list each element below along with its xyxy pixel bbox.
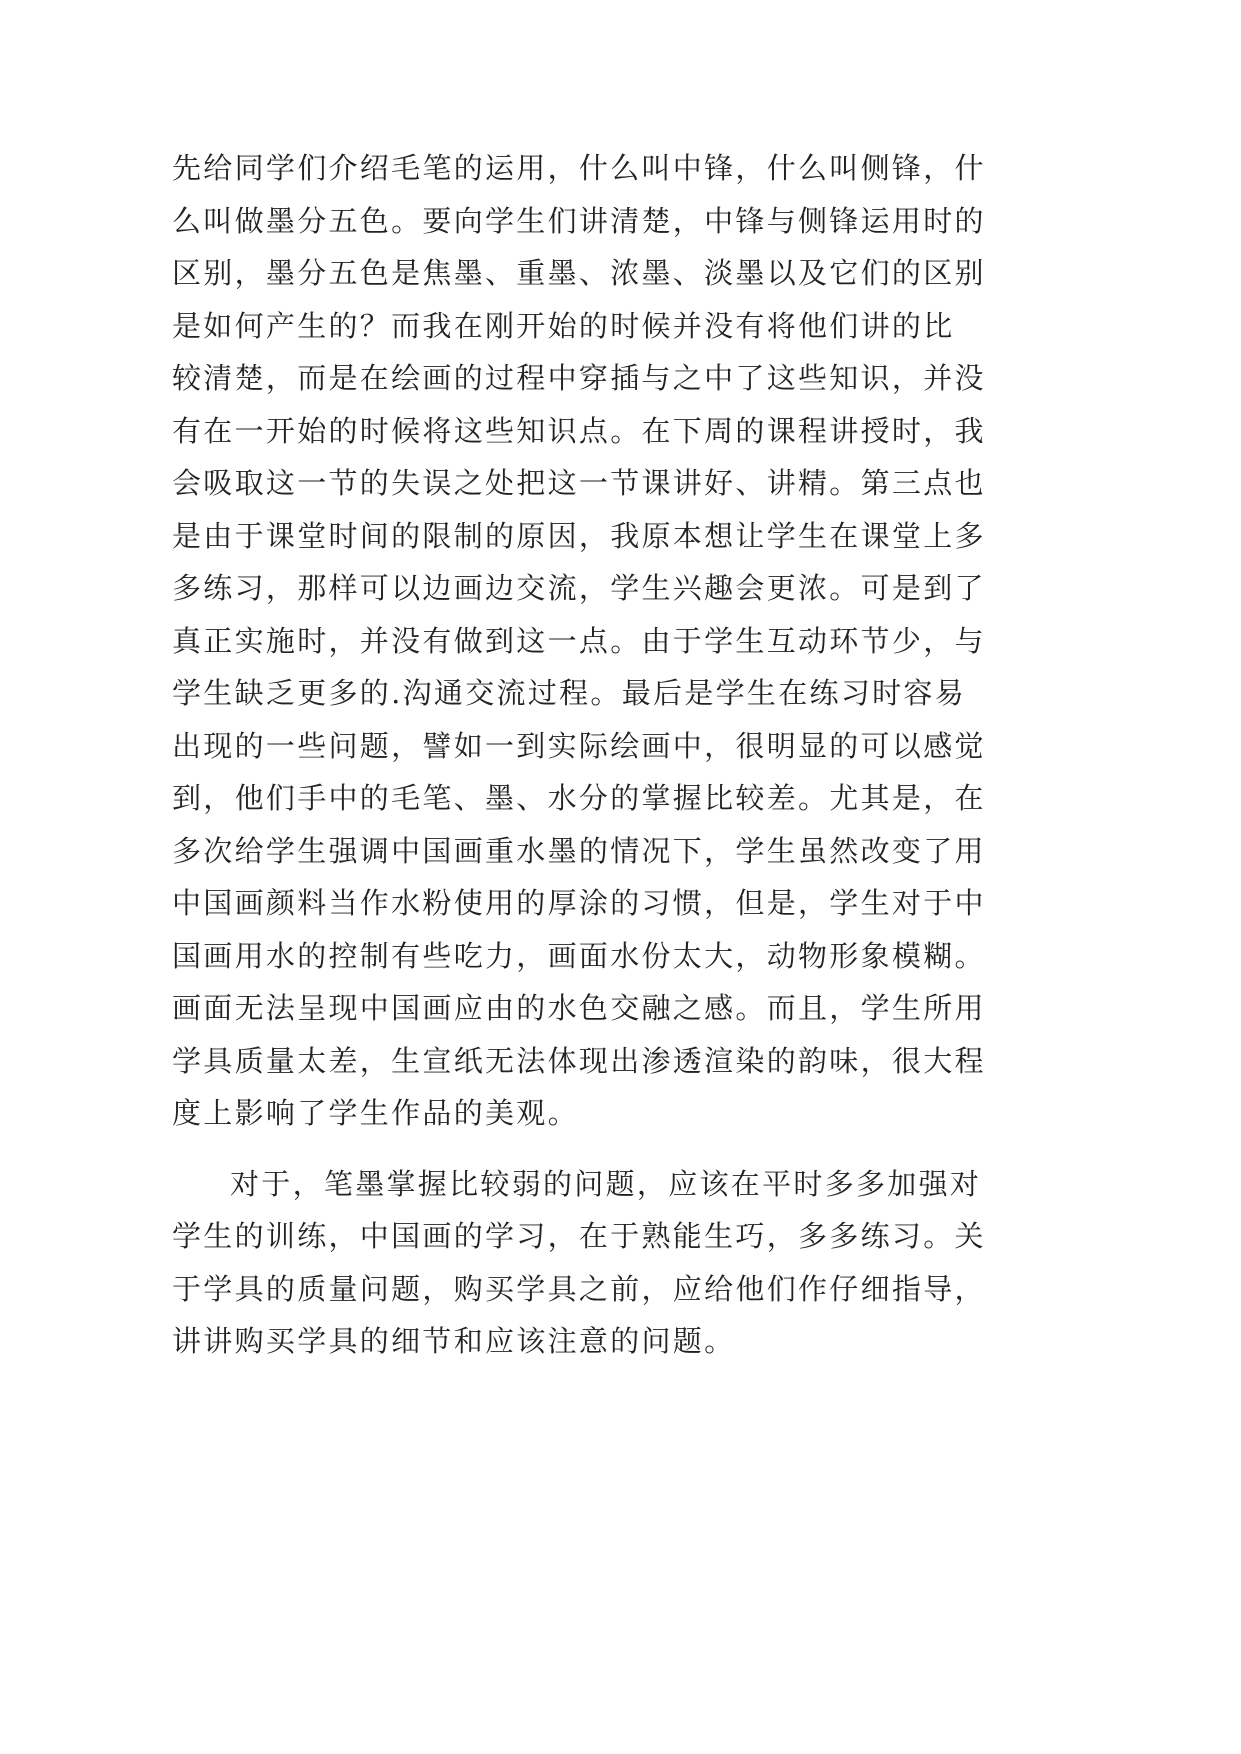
paragraph-2 [172, 1158, 986, 1368]
text-line: 多次给学生强调中国画重水墨的情况下，学生虽然改变了用 [172, 833, 986, 868]
text-line: 到，他们手中的毛笔、墨、水分的掌握比较差。尤其是，在 [172, 781, 986, 815]
document-page [172, 142, 986, 1368]
text-line: 多练习，那样可以边画边交流，学生兴趣会更浓。可是到了 [172, 571, 986, 605]
text-line: 学具质量太差，生宣纸无法体现出渗透渲染的韵味，很大程 [172, 1043, 986, 1078]
text-line: 度上影响了学生作品的美观。 [172, 1096, 579, 1130]
paragraph-1 [172, 142, 986, 1140]
text-line: 么叫做墨分五色。要向学生们讲清楚，中锋与侧锋运用时的 [172, 203, 986, 238]
text-line: 学生的训练，中国画的学习，在于熟能生巧，多多练习。关 [172, 1219, 986, 1253]
text-line: 先给同学们介绍毛笔的运用，什么叫中锋，什么叫侧锋，什 [172, 151, 986, 185]
text-line: 出现的一些问题，譬如一到实际绘画中，很明显的可以感觉 [172, 728, 986, 763]
text-line: 对于，笔墨掌握比较弱的问题，应该在平时多多加强对 [230, 1166, 982, 1201]
text-line: 有在一开始的时候将这些知识点。在下周的课程讲授时，我 [172, 413, 986, 448]
text-line: 于学具的质量问题，购买学具之前，应给他们作仔细指导， [172, 1271, 986, 1306]
text-line: 是由于课堂时间的限制的原因，我原本想让学生在课堂上多 [172, 518, 986, 553]
text-line: 画面无法呈现中国画应由的水色交融之感。而且，学生所用 [172, 991, 986, 1025]
text-line: 学生缺乏更多的.沟通交流过程。最后是学生在练习时容易 [172, 676, 967, 710]
text-line: 中国画颜料当作水粉使用的厚涂的习惯，但是，学生对于中 [172, 886, 986, 920]
text-line: 较清楚，而是在绘画的过程中穿插与之中了这些知识，并没 [172, 361, 986, 395]
text-line: 讲讲购买学具的细节和应该注意的问题。 [172, 1324, 736, 1358]
text-line: 是如何产生的？而我在刚开始的时候并没有将他们讲的比 [172, 308, 955, 343]
text-line: 会吸取这一节的失误之处把这一节课讲好、讲精。第三点也 [172, 466, 986, 500]
text-line: 区别，墨分五色是焦墨、重墨、浓墨、淡墨以及它们的区别 [172, 256, 986, 290]
text-line: 真正实施时，并没有做到这一点。由于学生互动环节少，与 [172, 623, 986, 658]
text-line: 国画用水的控制有些吃力，画面水份太大，动物形象模糊。 [172, 938, 986, 973]
